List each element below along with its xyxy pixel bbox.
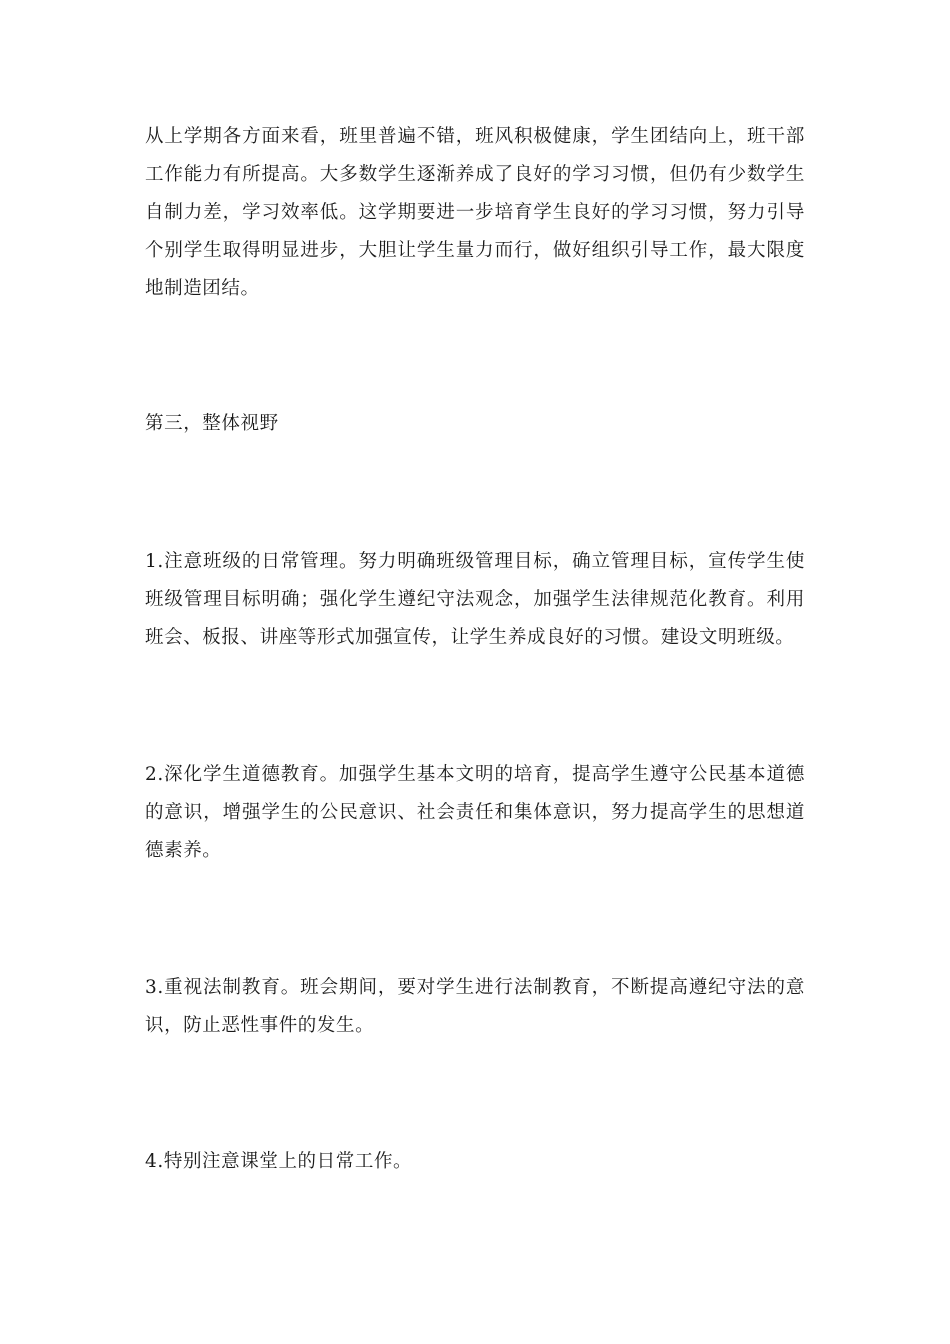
list-item-1: 1.注意班级的日常管理。努力明确班级管理目标，确立管理目标，宣传学生使班级管理目标明确；强化学生遵纪守法观念，加强学生法律规范化教育。利用班会、板报、讲座等形式加强宣传，让学生养成良好的习惯。建设文明班级。 (145, 551, 805, 648)
intro-paragraph: 从上学期各方面来看，班里普遍不错，班风积极健康，学生团结向上，班干部工作能力有所提高。大多数学生逐渐养成了良好的学习习惯，但仍有少数学生自制力差，学习效率低。这学期要进一步培育学生良好的学习习惯，努力引导个别学生取得明显进步，大胆让学生量力而行，做好组织引导工作，最大限度地制造团结。 (145, 126, 805, 299)
list-item-3: 3.重视法制教育。班会期间，要对学生进行法制教育，不断提高遵纪守法的意识，防止恶性事件的发生。 (145, 977, 805, 1036)
section-heading: 第三，整体视野 (145, 413, 279, 434)
list-item-2: 2.深化学生道德教育。加强学生基本文明的培育，提高学生遵守公民基本道德的意识，增强学生的公民意识、社会责任和集体意识，努力提高学生的思想道德素养。 (145, 764, 805, 861)
list-item-4: 4.特别注意课堂上的日常工作。 (145, 1151, 413, 1172)
